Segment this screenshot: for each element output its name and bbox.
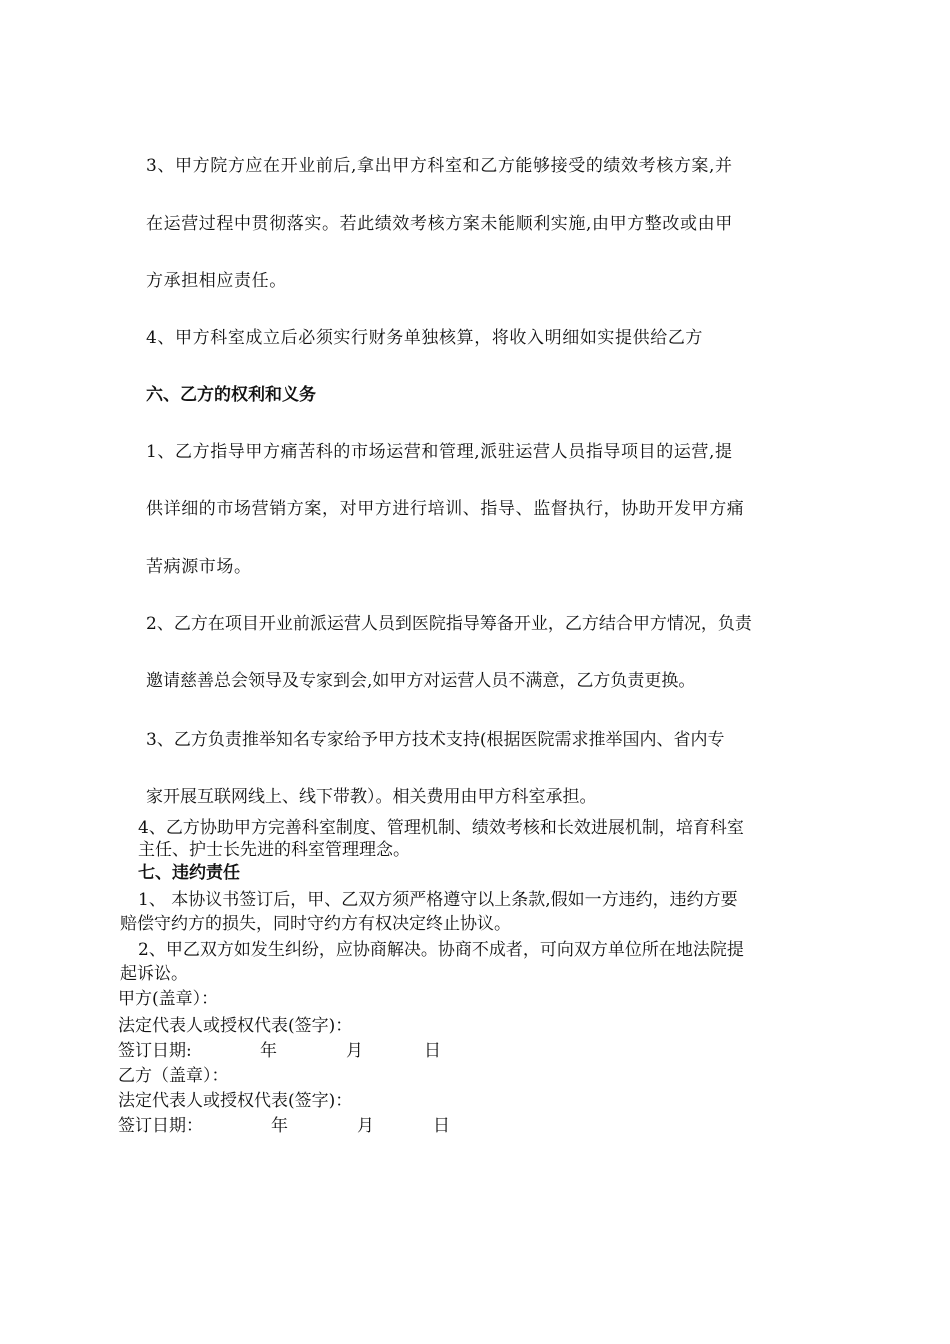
section-7-heading: 七、违约责任 (138, 863, 240, 883)
party-a-date-year: 年 (260, 1041, 277, 1061)
clause-6-4-line2: 主任、护士长先进的科室管理理念。 (138, 840, 410, 860)
section-6-heading: 六、乙方的权利和义务 (146, 385, 316, 405)
clause-6-1-line1: 1、乙方指导甲方痛苦科的市场运营和管理,派驻运营人员指导项目的运营,提 (146, 442, 733, 462)
clause-6-1-line3: 苦病源市场。 (146, 557, 252, 577)
party-a-seal: 甲方(盖章）： (118, 989, 219, 1009)
clause-5-4: 4、甲方科室成立后必须实行财务单独核算，将收入明细如实提供给乙方 (146, 328, 704, 348)
clause-6-1-line2: 供详细的市场营销方案，对甲方进行培训、指导、监督执行，协助开发甲方痛 (146, 499, 745, 519)
clause-5-3-line1: 3、甲方院方应在开业前后,拿出甲方科室和乙方能够接受的绩效考核方案,并 (146, 156, 733, 176)
party-b-date-month: 月 (357, 1116, 374, 1136)
party-b-date-year: 年 (271, 1116, 288, 1136)
party-b-representative: 法定代表人或授权代表(签字)： (118, 1091, 353, 1111)
clause-6-2-line2: 邀请慈善总会领导及专家到会,如甲方对运营人员不满意，乙方负责更换。 (146, 671, 696, 691)
party-b-date-label: 签订日期： (118, 1116, 203, 1136)
clause-7-2-line2: 起诉讼。 (120, 964, 188, 984)
party-a-date-day: 日 (424, 1041, 441, 1061)
clause-7-2-line1: 2、甲乙双方如发生纠纷，应协商解决。协商不成者，可向双方单位所在地法院提 (138, 940, 744, 960)
clause-7-1-line1: 1、 本协议书签订后，甲、乙双方须严格遵守以上条款,假如一方违约，违约方要 (138, 890, 738, 910)
party-a-representative: 法定代表人或授权代表(签字)： (118, 1016, 353, 1036)
clause-6-2-line1: 2、乙方在项目开业前派运营人员到医院指导筹备开业，乙方结合甲方情况，负责 (146, 614, 752, 634)
clause-5-3-line3: 方承担相应责任。 (146, 271, 287, 291)
party-a-date-label: 签订日期: (118, 1041, 192, 1061)
party-a-date-month: 月 (346, 1041, 363, 1061)
clause-6-4-line1: 4、乙方协助甲方完善科室制度、管理机制、绩效考核和长效进展机制，培育科室 (138, 818, 744, 838)
party-b-seal: 乙方（盖章）： (118, 1066, 229, 1086)
clause-7-1-line2: 赔偿守约方的损失，同时守约方有权决定终止协议。 (120, 914, 511, 934)
clause-5-3-line2: 在运营过程中贯彻落实。若此绩效考核方案未能顺利实施,由甲方整改或由甲 (146, 214, 733, 234)
party-b-date-day: 日 (433, 1116, 450, 1136)
clause-6-3-line1: 3、乙方负责推举知名专家给予甲方技术支持(根据医院需求推举国内、省内专 (146, 730, 725, 750)
clause-6-3-line2: 家开展互联网线上、线下带教）。相关费用由甲方科室承担。 (146, 787, 597, 807)
